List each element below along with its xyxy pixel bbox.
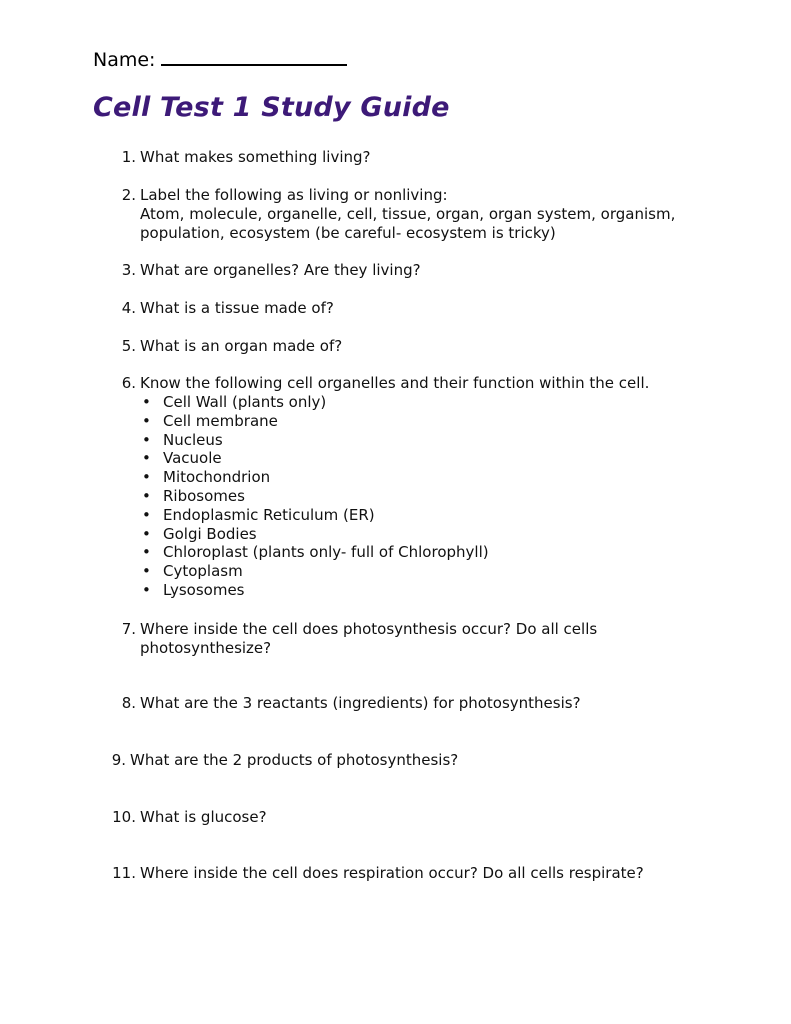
list-item: • Cytoplasm	[140, 562, 750, 581]
question-10	[110, 808, 750, 827]
list-item: • Cell membrane	[140, 412, 750, 431]
question-text: population, ecosystem (be careful- ecosystem is tricky)	[140, 224, 556, 242]
question-text: Know the following cell organelles and their function within the cell.	[140, 374, 650, 392]
question-text: Where inside the cell does respiration occur? Do all cells respirate?	[140, 864, 644, 882]
name-blank-line	[161, 46, 347, 66]
question-number: 3.	[121, 261, 136, 279]
question-1	[110, 148, 750, 167]
list-item: • Lysosomes	[140, 581, 750, 600]
question-text: photosynthesize?	[140, 639, 272, 657]
question-2	[110, 186, 750, 243]
question-text: Atom, molecule, organelle, cell, tissue, organ, organ system, organism,	[140, 205, 676, 223]
question-text: What are organelles? Are they living?	[140, 261, 421, 279]
question-8	[110, 694, 750, 713]
question-text: What is an organ made of?	[140, 337, 343, 355]
question-text: What are the 2 products of photosynthesis?	[130, 751, 459, 769]
question-number: 7.	[121, 620, 136, 638]
question-number: 11.	[112, 864, 136, 882]
list-item: • Vacuole	[140, 449, 750, 468]
list-item: • Cell Wall (plants only)	[140, 393, 750, 412]
question-5	[110, 337, 750, 356]
question-text: What is glucose?	[140, 808, 267, 826]
question-number: 1.	[121, 148, 136, 166]
organelle-list	[140, 393, 750, 600]
name-label: Name:	[93, 49, 156, 71]
list-item: • Endoplasmic Reticulum (ER)	[140, 506, 750, 525]
question-number: 2.	[121, 186, 136, 204]
question-text: Where inside the cell does photosynthesis occur? Do all cells	[140, 620, 598, 638]
list-item: • Golgi Bodies	[140, 525, 750, 544]
question-number: 5.	[121, 337, 136, 355]
page-title: Cell Test 1 Study Guide	[93, 92, 450, 123]
question-3	[110, 261, 750, 280]
question-number: 6.	[121, 374, 136, 392]
question-text: What are the 3 reactants (ingredients) for photosynthesis?	[140, 694, 581, 712]
question-6	[110, 374, 750, 600]
question-11	[110, 864, 750, 883]
list-item: • Mitochondrion	[140, 468, 750, 487]
list-item: • Ribosomes	[140, 487, 750, 506]
question-number: 10.	[112, 808, 136, 826]
question-number: 4.	[121, 299, 136, 317]
question-number: 9.	[111, 751, 126, 769]
question-text: Label the following as living or nonliving:	[140, 186, 448, 204]
list-item: • Chloroplast (plants only- full of Chlorophyll)	[140, 543, 750, 562]
name-field	[93, 46, 347, 71]
list-item: • Nucleus	[140, 431, 750, 450]
question-text: What makes something living?	[140, 148, 371, 166]
question-text: What is a tissue made of?	[140, 299, 334, 317]
question-9	[110, 751, 750, 770]
question-4	[110, 299, 750, 318]
question-number: 8.	[121, 694, 136, 712]
question-7	[110, 620, 750, 658]
